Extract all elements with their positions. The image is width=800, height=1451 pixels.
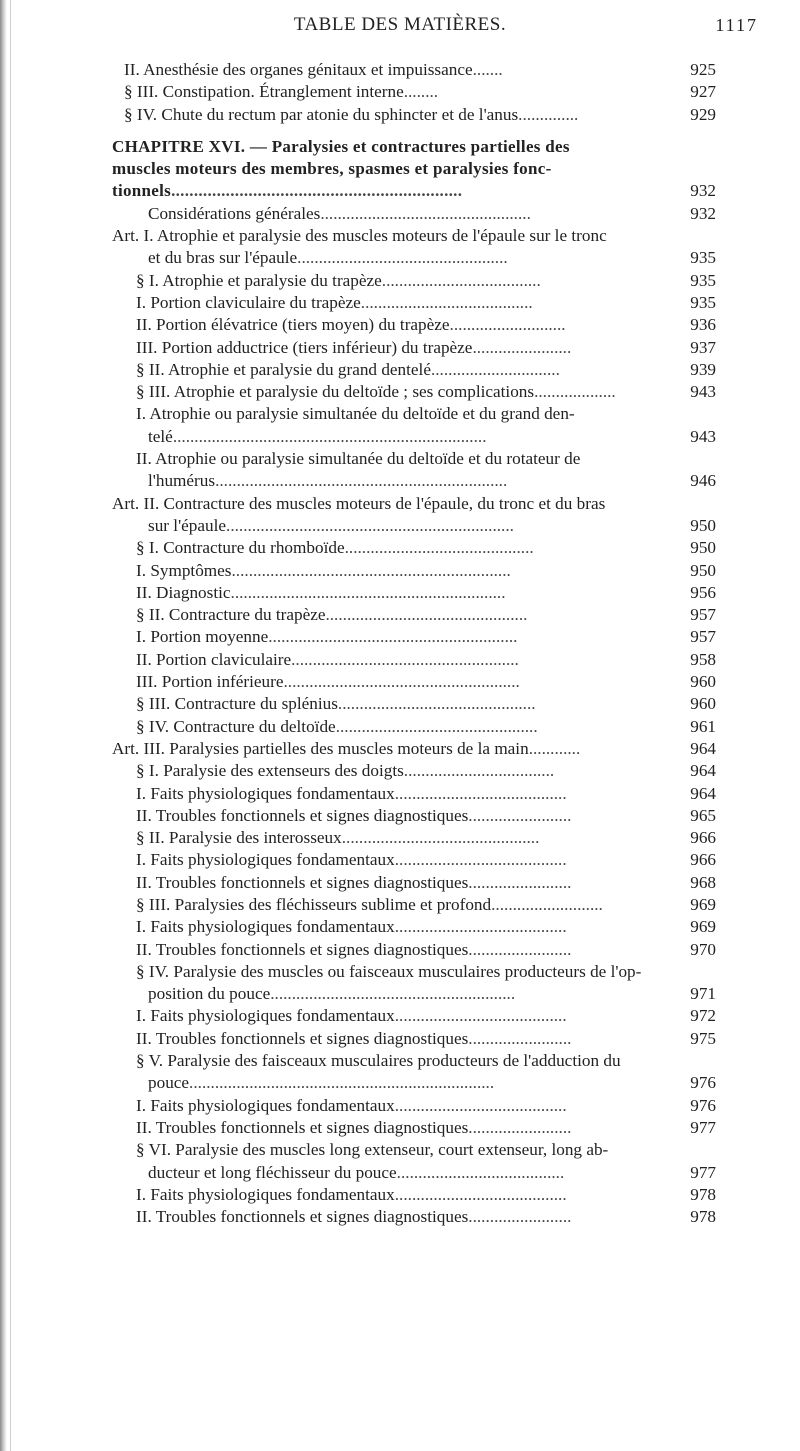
toc-page-number: 935 — [690, 270, 716, 290]
toc-page-number: 971 — [690, 984, 716, 1004]
toc-entry-title: § IV. Chute du rectum par atonie du sphincter et de l'anus — [124, 104, 519, 124]
toc-entry-text — [136, 359, 560, 381]
toc-entry — [0, 537, 800, 559]
toc-page-number: 927 — [690, 82, 716, 102]
toc-leader-dots: ........................ — [468, 1117, 572, 1137]
toc-entry-text — [136, 582, 506, 604]
toc-entry-text — [136, 381, 616, 403]
toc-entry-text — [136, 961, 641, 983]
toc-entry — [0, 693, 800, 715]
toc-entry-text — [136, 604, 527, 626]
toc-page-number: 957 — [690, 605, 716, 625]
toc-leader-dots: ............................................ — [344, 538, 534, 558]
toc-entry-title: § III. Constipation. Étranglement interne — [124, 82, 404, 102]
toc-entry-text — [136, 872, 571, 894]
toc-entry — [0, 760, 800, 782]
toc-entry-text — [136, 337, 571, 359]
toc-entry-title: § I. Atrophie et paralysie du trapèze — [136, 270, 382, 290]
toc-entry-title: II. Troubles fonctionnels et signes diagnostiques — [136, 1028, 469, 1048]
toc-leader-dots: ............ — [528, 738, 581, 758]
toc-page-number: 966 — [690, 850, 716, 870]
toc-entry-title: § IV. Paralysie des muscles ou faisceaux musculaires producteurs de l'op- — [136, 961, 642, 981]
toc-entry-title: II. Troubles fonctionnels et signes diagnostiques — [136, 939, 469, 959]
toc-entry — [0, 872, 800, 894]
toc-page-number: 968 — [690, 872, 716, 892]
toc-entry — [0, 1206, 800, 1228]
toc-entry-text — [136, 292, 533, 314]
toc-entry — [0, 805, 800, 827]
toc-entry-text — [136, 1117, 571, 1139]
toc-entry-text — [112, 738, 580, 760]
toc-leader-dots: ......................................................... — [270, 984, 516, 1004]
toc-leader-dots: ................................................. — [297, 248, 508, 268]
toc-page-number: 932 — [690, 203, 716, 223]
toc-entry-text — [136, 1206, 571, 1228]
toc-leader-dots: .............. — [518, 104, 579, 124]
toc-entry-title: § V. Paralysie des faisceaux musculaires producteurs de l'adduction du — [136, 1051, 621, 1071]
toc-entry-title: II. Troubles fonctionnels et signes diagnostiques — [136, 1207, 469, 1227]
toc-entry-title: II. Troubles fonctionnels et signes diagnostiques — [136, 1117, 469, 1137]
page-header — [0, 14, 800, 40]
toc-leader-dots: .............................................. — [341, 828, 540, 848]
toc-entry — [0, 1072, 800, 1094]
toc-entry-text — [136, 1005, 567, 1027]
toc-page-number: 976 — [690, 1095, 716, 1115]
toc-leader-dots: ....................................................... — [283, 672, 520, 692]
toc-entry-title: § IV. Contracture du deltoïde — [136, 716, 336, 736]
section-spacer — [0, 126, 800, 136]
toc-entry-text — [112, 180, 462, 202]
chapter-heading-line — [0, 180, 800, 202]
toc-entry — [0, 916, 800, 938]
toc-page-number: 929 — [690, 104, 716, 124]
toc-page-number: 943 — [690, 426, 716, 446]
toc-entry-title: I. Symptômes — [136, 560, 232, 580]
toc-page-number: 932 — [690, 181, 716, 201]
toc-entry — [0, 381, 800, 403]
toc-leader-dots: ....... — [472, 60, 503, 79]
toc-leader-dots: ............................................... — [325, 605, 528, 625]
toc-entry-text — [136, 939, 571, 961]
toc-leader-dots: ................................... — [403, 761, 555, 781]
toc-entry-title: Art. I. Atrophie et paralysie des muscles moteurs de l'épaule sur le tronc — [112, 226, 607, 246]
toc-entry — [0, 359, 800, 381]
toc-entry-title: II. Troubles fonctionnels et signes diagnostiques — [136, 872, 469, 892]
toc-leader-dots: ........................... — [449, 315, 566, 335]
toc-entry-title: § I. Contracture du rhomboïde — [136, 538, 345, 558]
toc-page-number: 925 — [690, 60, 716, 79]
toc-leader-dots: ....................... — [472, 337, 572, 357]
toc-entry-text — [136, 626, 517, 648]
toc-page-number: 969 — [690, 917, 716, 937]
toc-entry-text — [136, 849, 567, 871]
toc-page-number: 946 — [690, 471, 716, 491]
toc-entry-title: muscles moteurs des membres, spasmes et paralysies fonc- — [112, 159, 552, 179]
toc-page-number: 978 — [690, 1184, 716, 1204]
toc-page-number: 935 — [690, 292, 716, 312]
toc-entry-text — [112, 158, 552, 180]
toc-entry-text — [136, 1184, 567, 1206]
toc-entry-title: I. Faits physiologiques fondamentaux — [136, 850, 395, 870]
toc-entry-text — [136, 894, 603, 916]
toc-leader-dots: ................................................................ — [171, 181, 463, 201]
toc-entry-text — [148, 983, 515, 1005]
toc-page-number: 957 — [690, 627, 716, 647]
toc-entry — [0, 225, 800, 247]
toc-entry — [0, 716, 800, 738]
toc-entry-title: § II. Atrophie et paralysie du grand dentelé — [136, 359, 431, 379]
toc-page-number: 977 — [690, 1162, 716, 1182]
toc-entry — [0, 1028, 800, 1050]
toc-entry — [0, 470, 800, 492]
table-of-contents — [0, 59, 800, 1228]
toc-leader-dots: ........................................ — [360, 292, 533, 312]
toc-page-number: 964 — [690, 761, 716, 781]
toc-entry — [0, 738, 800, 760]
toc-entry-title: III. Portion inférieure — [136, 672, 284, 692]
toc-entry-title: III. Portion adductrice (tiers inférieur) du trapèze — [136, 337, 473, 357]
toc-page-number: 960 — [690, 672, 716, 692]
toc-page-number: 969 — [690, 894, 716, 914]
toc-entry — [0, 1005, 800, 1027]
toc-entry-title: pouce — [148, 1073, 190, 1093]
toc-entry-text — [148, 1072, 494, 1094]
toc-page-number: 977 — [690, 1117, 716, 1137]
toc-entry-text — [136, 314, 566, 336]
toc-leader-dots: ..................................... — [381, 270, 541, 290]
toc-entry-text — [136, 1050, 621, 1072]
toc-entry-title: Art. II. Contracture des muscles moteurs de l'épaule, du tronc et du bras — [112, 493, 606, 513]
toc-entry-title: § III. Contracture du splénius — [136, 694, 338, 714]
toc-leader-dots: ........................................ — [394, 1184, 567, 1204]
toc-entry-title: I. Portion moyenne — [136, 627, 269, 647]
toc-entry — [0, 560, 800, 582]
toc-entry-text — [124, 59, 503, 81]
toc-entry-text — [148, 515, 514, 537]
toc-entry — [0, 426, 800, 448]
toc-leader-dots: ................................................................. — [231, 560, 511, 580]
toc-entry-text — [136, 783, 567, 805]
toc-entry-text — [136, 805, 571, 827]
toc-leader-dots: ............................................... — [335, 716, 538, 736]
toc-entry — [0, 1184, 800, 1206]
toc-entry-title: I. Faits physiologiques fondamentaux — [136, 1095, 395, 1115]
toc-entry — [0, 983, 800, 1005]
toc-entry — [0, 671, 800, 693]
toc-entry-title: II. Anesthésie des organes génitaux et impuissance — [124, 60, 473, 79]
toc-entry-title: l'humérus — [148, 471, 216, 491]
toc-leader-dots: ........................ — [468, 872, 572, 892]
toc-entry-text — [136, 693, 536, 715]
toc-entry-title: CHAPITRE XVI. — Paralysies et contractures partielles des — [112, 136, 570, 156]
toc-leader-dots: ........................ — [468, 805, 572, 825]
toc-leader-dots: .......................................................... — [268, 627, 518, 647]
toc-page-number: 937 — [690, 337, 716, 357]
toc-page-number: 976 — [690, 1073, 716, 1093]
toc-entry-title: II. Diagnostic — [136, 582, 231, 602]
toc-page-number: 964 — [690, 738, 716, 758]
toc-leader-dots: ........................ — [468, 1028, 572, 1048]
toc-entry-title: § VI. Paralysie des muscles long extenseur, court extenseur, long ab- — [136, 1140, 609, 1160]
toc-entry-text — [136, 916, 567, 938]
toc-entry-text — [124, 104, 578, 126]
toc-entry-text — [136, 448, 580, 470]
toc-leader-dots: .......................... — [491, 894, 603, 914]
toc-entry-title: Considérations générales — [148, 203, 321, 223]
toc-entry — [0, 81, 800, 103]
toc-entry — [0, 403, 800, 425]
toc-entry-title: I. Faits physiologiques fondamentaux — [136, 1184, 395, 1204]
toc-entry — [0, 894, 800, 916]
toc-entry-title: telé — [148, 426, 173, 446]
toc-leader-dots: ....................................................................... — [189, 1073, 495, 1093]
toc-page-number: 939 — [690, 359, 716, 379]
toc-page-number: 936 — [690, 315, 716, 335]
toc-page-number: 943 — [690, 382, 716, 402]
page-number: 1117 — [715, 15, 758, 35]
toc-entry-text — [148, 426, 486, 448]
toc-page-number: 950 — [690, 538, 716, 558]
toc-page-number: 950 — [690, 515, 716, 535]
toc-leader-dots: ................... — [534, 382, 616, 402]
toc-page-number: 975 — [690, 1028, 716, 1048]
toc-entry — [0, 1139, 800, 1161]
toc-entry — [0, 604, 800, 626]
toc-entry-text — [112, 493, 605, 515]
toc-entry-title: II. Portion élévatrice (tiers moyen) du trapèze — [136, 315, 450, 335]
toc-leader-dots: ....................................... — [396, 1162, 565, 1182]
toc-leader-dots: ................................................................ — [230, 582, 506, 602]
toc-entry — [0, 1050, 800, 1072]
toc-entry-text — [148, 203, 531, 225]
toc-leader-dots: .................................................................... — [215, 471, 508, 491]
toc-entry-title: I. Faits physiologiques fondamentaux — [136, 783, 395, 803]
toc-page-number: 970 — [690, 939, 716, 959]
toc-entry-title: I. Faits physiologiques fondamentaux — [136, 1006, 395, 1026]
toc-entry-title: Art. III. Paralysies partielles des muscles moteurs de la main — [112, 738, 529, 758]
toc-entry-title: § II. Paralysie des interosseux — [136, 828, 342, 848]
toc-page-number: 972 — [690, 1006, 716, 1026]
running-title: TABLE DES MATIÈRES. — [293, 14, 507, 35]
toc-leader-dots: ........................ — [468, 1207, 572, 1227]
toc-entry — [0, 247, 800, 269]
toc-entry-text — [136, 671, 520, 693]
toc-page-number: 961 — [690, 716, 716, 736]
toc-entry — [0, 1117, 800, 1139]
toc-entry — [0, 292, 800, 314]
toc-page-number: 965 — [690, 805, 716, 825]
toc-entry-text — [136, 537, 534, 559]
toc-leader-dots: ........................ — [468, 939, 572, 959]
toc-entry-text — [124, 81, 438, 103]
toc-entry-text — [136, 827, 539, 849]
toc-leader-dots: ................................................................... — [226, 515, 514, 535]
toc-leader-dots: .............................................. — [337, 694, 536, 714]
toc-entry — [0, 515, 800, 537]
toc-leader-dots: .............................. — [430, 359, 560, 379]
toc-leader-dots: ........................................ — [394, 1095, 567, 1115]
toc-entry-title: I. Portion claviculaire du trapèze — [136, 292, 361, 312]
toc-leader-dots: ................................................. — [320, 203, 531, 223]
toc-leader-dots: ........................................ — [394, 850, 567, 870]
toc-page-number: 956 — [690, 582, 716, 602]
toc-entry-title: II. Troubles fonctionnels et signes diagnostiques — [136, 805, 469, 825]
toc-leader-dots: ........................................ — [394, 1006, 567, 1026]
toc-entry-text — [136, 1095, 567, 1117]
chapter-heading-line — [0, 158, 800, 180]
toc-entry — [0, 314, 800, 336]
toc-entry — [0, 1095, 800, 1117]
toc-entry — [0, 582, 800, 604]
toc-entry — [0, 1162, 800, 1184]
toc-page-number: 964 — [690, 783, 716, 803]
toc-entry-text — [136, 1028, 571, 1050]
toc-entry — [0, 493, 800, 515]
toc-page-number: 935 — [690, 248, 716, 268]
toc-entry — [0, 783, 800, 805]
toc-entry-title: § I. Paralysie des extenseurs des doigts — [136, 761, 404, 781]
toc-entry — [0, 59, 800, 81]
toc-entry-text — [136, 1139, 608, 1161]
toc-entry — [0, 849, 800, 871]
chapter-heading-line — [0, 136, 800, 158]
toc-page-number: 978 — [690, 1207, 716, 1227]
toc-leader-dots: ......................................................................... — [172, 426, 487, 446]
toc-entry-text — [136, 270, 541, 292]
toc-leader-dots: ..................................................... — [291, 649, 519, 669]
toc-leader-dots: ........................................ — [394, 917, 567, 937]
toc-entry-title: II. Atrophie ou paralysie simultanée du deltoïde et du rotateur de — [136, 449, 581, 469]
toc-leader-dots: ........ — [403, 82, 439, 102]
toc-page-number: 960 — [690, 694, 716, 714]
toc-entry-title: § III. Atrophie et paralysie du deltoïde ; ses complications — [136, 382, 535, 402]
toc-entry-text — [148, 1162, 564, 1184]
toc-entry-text — [148, 470, 507, 492]
toc-entry-title: § III. Paralysies des fléchisseurs sublime et profond — [136, 894, 492, 914]
toc-entry-text — [136, 649, 519, 671]
toc-entry-text — [112, 136, 570, 158]
toc-entry-text — [148, 247, 508, 269]
toc-entry-title: ducteur et long fléchisseur du pouce — [148, 1162, 397, 1182]
toc-entry-title: sur l'épaule — [148, 515, 227, 535]
toc-entry-title: position du pouce — [148, 984, 271, 1004]
toc-entry-text — [136, 716, 538, 738]
toc-entry — [0, 203, 800, 225]
toc-entry — [0, 649, 800, 671]
toc-entry — [0, 626, 800, 648]
toc-page-number: 958 — [690, 649, 716, 669]
toc-entry — [0, 337, 800, 359]
toc-entry — [0, 961, 800, 983]
toc-entry-title: § II. Contracture du trapèze — [136, 605, 326, 625]
toc-entry-title: II. Portion claviculaire — [136, 649, 292, 669]
toc-entry — [0, 104, 800, 126]
toc-page-number: 950 — [690, 560, 716, 580]
toc-entry — [0, 827, 800, 849]
toc-entry — [0, 270, 800, 292]
toc-page-number: 966 — [690, 828, 716, 848]
toc-entry-title: et du bras sur l'épaule — [148, 248, 298, 268]
toc-entry-text — [136, 560, 511, 582]
toc-entry-title: I. Faits physiologiques fondamentaux — [136, 917, 395, 937]
toc-entry-text — [136, 403, 575, 425]
toc-entry-text — [136, 760, 554, 782]
toc-entry-text — [112, 225, 607, 247]
toc-entry-title: I. Atrophie ou paralysie simultanée du deltoïde et du grand den- — [136, 404, 575, 424]
toc-entry — [0, 939, 800, 961]
toc-entry — [0, 448, 800, 470]
toc-leader-dots: ........................................ — [394, 783, 567, 803]
toc-entry-title: tionnels — [112, 181, 172, 201]
